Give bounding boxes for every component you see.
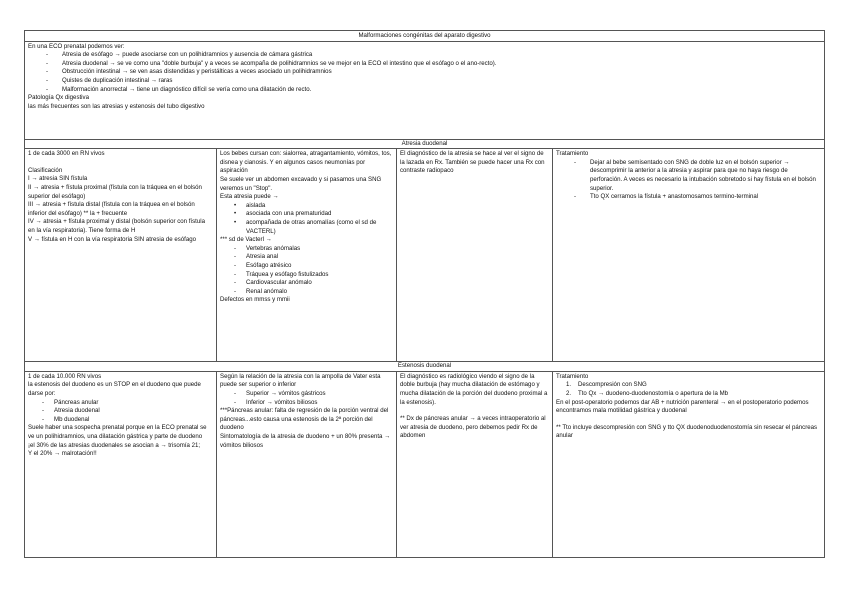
vacterl-tail: Defectos en mmss y mmii — [220, 296, 290, 304]
treatment-title: Tratamiento — [556, 372, 589, 380]
atresia-incidence: 1 de cada 3000 en RN vivos — [28, 150, 105, 158]
intro-item: - Quistes de duplicación intestinal → raras — [28, 77, 821, 86]
vacterl-item: - Esófago atrésico — [220, 262, 393, 271]
treatment-steps — [556, 381, 821, 398]
estenosis-col-3 — [397, 371, 553, 557]
document-page — [24, 30, 824, 558]
cause-item: - Atresia duodenal — [28, 407, 213, 416]
treatment-note: ** Tto incluye descompresión con SNG y tto QX duodenoduodenostomía sin resecar el páncreas anular — [556, 423, 818, 440]
intro-line-2: las más frecuentes son las atresias y estenosis del tubo digestivo — [28, 102, 205, 110]
classification-item: II → atresia + fístula proximal (fístula con la tráquea en el bolsón superior del esófago) — [28, 183, 202, 200]
association-item: • aislada — [220, 202, 393, 211]
atresia-col-1 — [25, 149, 217, 362]
prenatal-text: Suele haber una sospecha prenatal porque en la ECO prenatal se ve un polihidramnios, una dilatación gástrica y parte de duodeno — [28, 424, 207, 440]
pancreas-text: ***Páncreas anular: falta de regresión de la porción ventral del páncreas...esto causa una estenosis de la 2ª porción del duodeno — [220, 407, 389, 432]
vacterl-item: - Cardiovascular anómalo — [220, 279, 393, 288]
treatment-step: 1. Descompresión con SNG — [566, 381, 647, 389]
intro-list — [28, 51, 821, 94]
estenosis-incidence: 1 de cada 10.000 RN vivos — [28, 372, 102, 380]
vomit-list — [220, 390, 393, 407]
cause-item: - Páncreas anular — [28, 399, 213, 408]
diagnosis-text: El diagnóstico de la atresia se hace al ver el signo de la lazada en Rx. También se puede hacer una Rx con contraste radiopaco — [400, 150, 545, 175]
vacterl-title: *** sd de Vacterl → — [220, 236, 272, 244]
intro-item: - Malformación anorrectal → tiene un diagnóstico difícil se vería como una dilatación de recto. — [28, 86, 821, 95]
exam-text: Se suele ver un abdomen excavado y si pasamos una SNG veremos un "Stop". — [220, 175, 382, 192]
classification-item: III → atresia + fístula distal (fístula con la tráquea en el bolsón inferior del esófago) ** la + frecuente — [28, 201, 195, 217]
vacterl-item: - Vertebras anómalas — [220, 245, 393, 254]
vacterl-item: - Atresia anal — [220, 253, 393, 262]
vomit-item: - Superior → vómitos gástricos — [220, 390, 393, 399]
symptoms-text: Los bebes cursan con: sialorrea, atragantamiento, vómitos, tos, disnea y cianosis. Y en algunos casos neumonías por aspiración — [220, 150, 392, 175]
causes-list — [28, 399, 213, 425]
estenosis-col-2 — [217, 371, 397, 557]
intro-section — [25, 41, 825, 139]
vacterl-item: - Renal anómalo — [220, 288, 393, 297]
vater-text: Según la relación de la atresia con la ampolla de Vater esta puede ser superior o inferior — [220, 372, 381, 389]
association-text: Esta atresia puede → — [220, 193, 279, 201]
diagnosis-text: El diagnóstico es radiológico viendo el signo de la doble burbuja (hay mucha dilatación de estómago y mucha dilatación de la porción del duodeno proximal a la estenosis). — [400, 372, 548, 406]
estenosis-causes-lead: la estenosis del duodeno es un STOP en el duodeno que puede darse por: — [28, 381, 201, 397]
association-list — [220, 202, 393, 236]
malrotation-text: Y el 20% → malrotación!! — [28, 450, 97, 458]
classification-item: I → atresia SIN fístula — [28, 175, 88, 183]
document-title: Malformaciones congénitas del aparato digestivo — [25, 31, 825, 42]
atresia-col-3 — [397, 149, 553, 362]
symptoms-text: Sintomatología de la atresia de duodeno + un 80% presenta → vómitos biliosos — [220, 432, 391, 449]
classification-title: Clasificación — [28, 166, 63, 174]
intro-item: - Atresia de esófago → puede asociarse con un polihidramnios y ausencia de cámara gástrica — [28, 51, 821, 60]
vacterl-item: - Tráquea y esófago fistulizados — [220, 271, 393, 280]
treatment-title: Tratamiento — [556, 150, 589, 158]
intro-item: - Atresia duodenal → se ve como una "doble burbuja" y a veces se acompaña de polihidramnios se ve mejor en la ECO el intestino que el esófago o el ano-recto). — [28, 60, 821, 69]
treatment-item: - Tto QX cerramos la fístula + anastomosamos termino-terminal — [556, 193, 821, 202]
estenosis-header: Estenosis duodenal — [25, 362, 825, 372]
association-item: • asociada con una prematuridad — [220, 210, 393, 219]
estenosis-col-4 — [553, 371, 825, 557]
atresia-col-4 — [553, 149, 825, 362]
vacterl-list — [220, 245, 393, 297]
postop-text: En el post-operatorio podemos dar AB + nutrición parenteral → en el postoperatorio podemos encontramos mala motilidad gástrica y duodenal — [556, 398, 809, 415]
classification-item: V → fístula en H con la vía respiratoria SIN atresia de esófago — [28, 235, 197, 243]
intro-line-1: Patología Qx digestiva — [28, 94, 89, 102]
atresia-col-2 — [217, 149, 397, 362]
treatment-step: 2. Tto Qx → duodeno-duodenostomía o apertura de la Mb — [566, 389, 729, 397]
cause-item: - Mb duodenal — [28, 416, 213, 425]
notes-table — [24, 30, 825, 558]
vomit-item: - Inferior → vómitos biliosos — [220, 399, 393, 408]
treatment-list — [556, 159, 821, 202]
trisomy-text: ¡el 30% de las atresias duodenales se asocian a → trisomía 21; — [28, 441, 201, 449]
pancreas-dx-text: ** Dx de páncreas anular → a veces intraoperatorio al ver atresia de duodeno, pero debemos pedir Rx de abdomen — [400, 415, 546, 440]
estenosis-col-1 — [25, 371, 217, 557]
treatment-item: - Dejar al bebe semisentado con SNG de doble luz en el bolsón superior → descomprimir la anterior a la atresia y aspirar para que no haya riesgo de perforación. A veces es necesario la intubación sobretodo si hay fístula en el bolsón superior. — [556, 159, 821, 193]
intro-item: - Obstrucción intestinal → se ven asas distendidas y peristálticas a veces asociado un polihidramnios — [28, 68, 821, 77]
classification-item: IV → atresia + fístula proximal y distal (bolsón superior con fístula en la vía respiratoria). Tiene forma de H — [28, 218, 205, 234]
atresia-header: Atresia duodenal — [25, 139, 825, 149]
intro-lead: En una ECO prenatal podemos ver: — [28, 42, 125, 50]
association-item: • acompañada de otras anomalías (como el sd de VACTERL) — [220, 219, 393, 236]
